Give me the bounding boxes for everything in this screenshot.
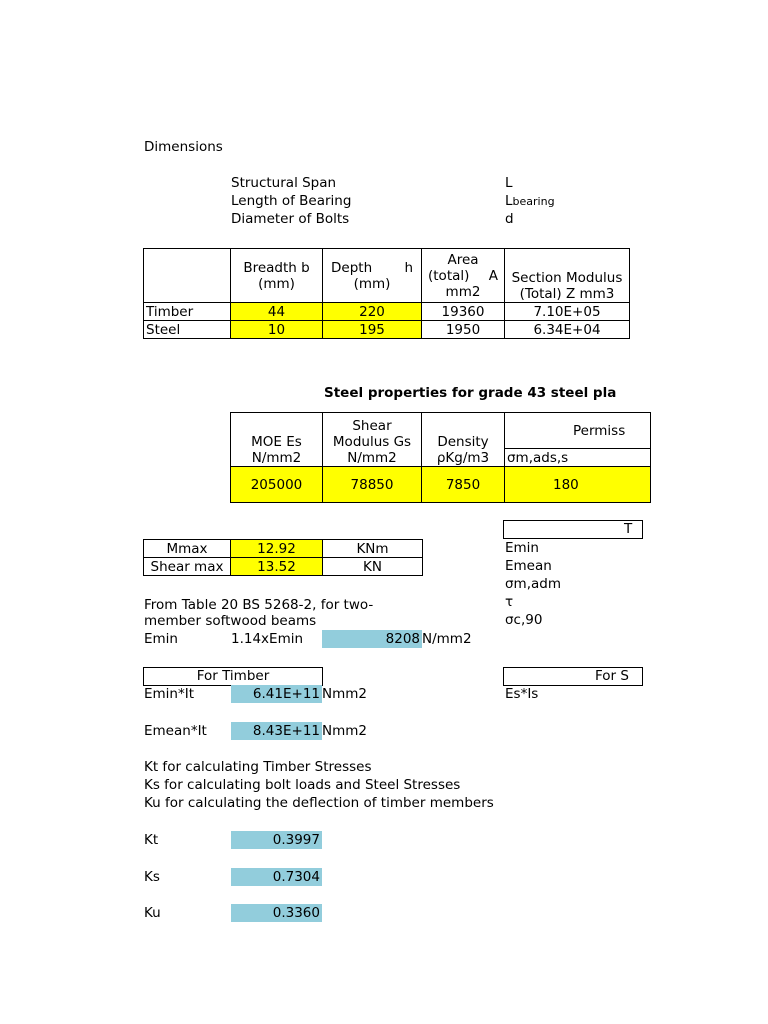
bearing-symbol: Lbearing: [505, 193, 555, 209]
emin-row-label: Emin: [144, 631, 178, 647]
depth-cell[interactable]: 195: [323, 321, 422, 339]
shear-modulus-value[interactable]: 78850: [323, 467, 422, 503]
ku-label: Ku: [144, 905, 161, 921]
steel-props-title: Steel properties for grade 43 steel pla: [324, 385, 617, 401]
area-cell: 19360: [422, 303, 505, 321]
permissible-value[interactable]: 180: [505, 467, 651, 503]
density-value[interactable]: 7850: [422, 467, 505, 503]
emin-it-value[interactable]: 6.41E+11: [231, 685, 322, 703]
breadth-cell[interactable]: 10: [231, 321, 323, 339]
dimensions-heading: Dimensions: [144, 139, 223, 155]
ks-value[interactable]: 0.7304: [231, 868, 322, 886]
emin-value[interactable]: 8208: [322, 630, 422, 648]
moe-value[interactable]: 205000: [231, 467, 323, 503]
sigma-adm-label: σm,adm: [505, 576, 561, 592]
span-symbol: L: [505, 175, 513, 191]
emin-formula: 1.14xEmin: [231, 631, 304, 647]
for-steel-title: For S: [595, 668, 629, 684]
sigma-c90-label: σc,90: [505, 612, 543, 628]
note-ks: Ks for calculating bolt loads and Steel Stresses: [144, 777, 461, 793]
area-cell: 1950: [422, 321, 505, 339]
section-table: [143, 248, 630, 339]
load-unit: KNm: [323, 540, 423, 558]
moe-header: MOE Es N/mm2: [231, 413, 323, 467]
density-header: Density ρKg/m3: [422, 413, 505, 467]
for-steel-title-box: [503, 667, 643, 686]
load-label: Mmax: [144, 540, 231, 558]
emin-unit: N/mm2: [422, 631, 472, 647]
table-row: [144, 321, 630, 339]
table-row: [144, 303, 630, 321]
right-header-box: T: [503, 520, 643, 539]
section-header-blank: [144, 249, 231, 303]
ks-label: Ks: [144, 869, 160, 885]
modulus-header: Section Modulus (Total) Z mm3: [505, 249, 630, 303]
modulus-cell: 6.34E+04: [505, 321, 630, 339]
table20-line1: From Table 20 BS 5268-2, for two-: [144, 597, 374, 613]
load-value[interactable]: 12.92: [231, 540, 323, 558]
es-is-label: Es*Is: [505, 686, 539, 702]
emean-label: Emean: [505, 558, 552, 574]
breadth-header: Breadth b (mm): [231, 249, 323, 303]
bolt-diameter-symbol: d: [505, 211, 514, 227]
sigma-ads-header: σm,ads,s: [505, 449, 651, 467]
kt-value[interactable]: 0.3997: [231, 831, 322, 849]
emin-it-label: Emin*It: [144, 686, 195, 702]
depth-cell[interactable]: 220: [323, 303, 422, 321]
loads-table: [143, 539, 423, 576]
note-kt: Kt for calculating Timber Stresses: [144, 759, 372, 775]
kt-label: Kt: [144, 832, 159, 848]
shear-modulus-header: Shear Modulus Gs N/mm2: [323, 413, 422, 467]
for-timber-title: For Timber: [143, 667, 323, 686]
emean-it-unit: Nmm2: [322, 723, 367, 739]
steel-props-table: [230, 412, 651, 503]
table-row: [144, 558, 423, 576]
table20-line2: member softwood beams: [144, 613, 317, 629]
emean-it-label: Emean*It: [144, 723, 207, 739]
bolt-diameter-label: Diameter of Bolts: [231, 211, 350, 227]
row-name: Steel: [144, 321, 231, 339]
emean-it-value[interactable]: 8.43E+11: [231, 722, 322, 740]
permissible-header: Permiss: [505, 413, 651, 449]
ku-value[interactable]: 0.3360: [231, 904, 322, 922]
load-value[interactable]: 13.52: [231, 558, 323, 576]
emin-it-unit: Nmm2: [322, 686, 367, 702]
table-row: [144, 540, 423, 558]
row-name: Timber: [144, 303, 231, 321]
note-ku: Ku for calculating the deflection of timber members: [144, 795, 494, 811]
bearing-label: Length of Bearing: [231, 193, 352, 209]
span-label: Structural Span: [231, 175, 337, 191]
modulus-cell: 7.10E+05: [505, 303, 630, 321]
emin-label: Emin: [505, 540, 539, 556]
breadth-cell[interactable]: 44: [231, 303, 323, 321]
depth-header: Depth h (mm): [323, 249, 422, 303]
load-label: Shear max: [144, 558, 231, 576]
load-unit: KN: [323, 558, 423, 576]
tau-label: τ: [505, 594, 514, 610]
area-header: Area (total) A mm2: [422, 249, 505, 303]
